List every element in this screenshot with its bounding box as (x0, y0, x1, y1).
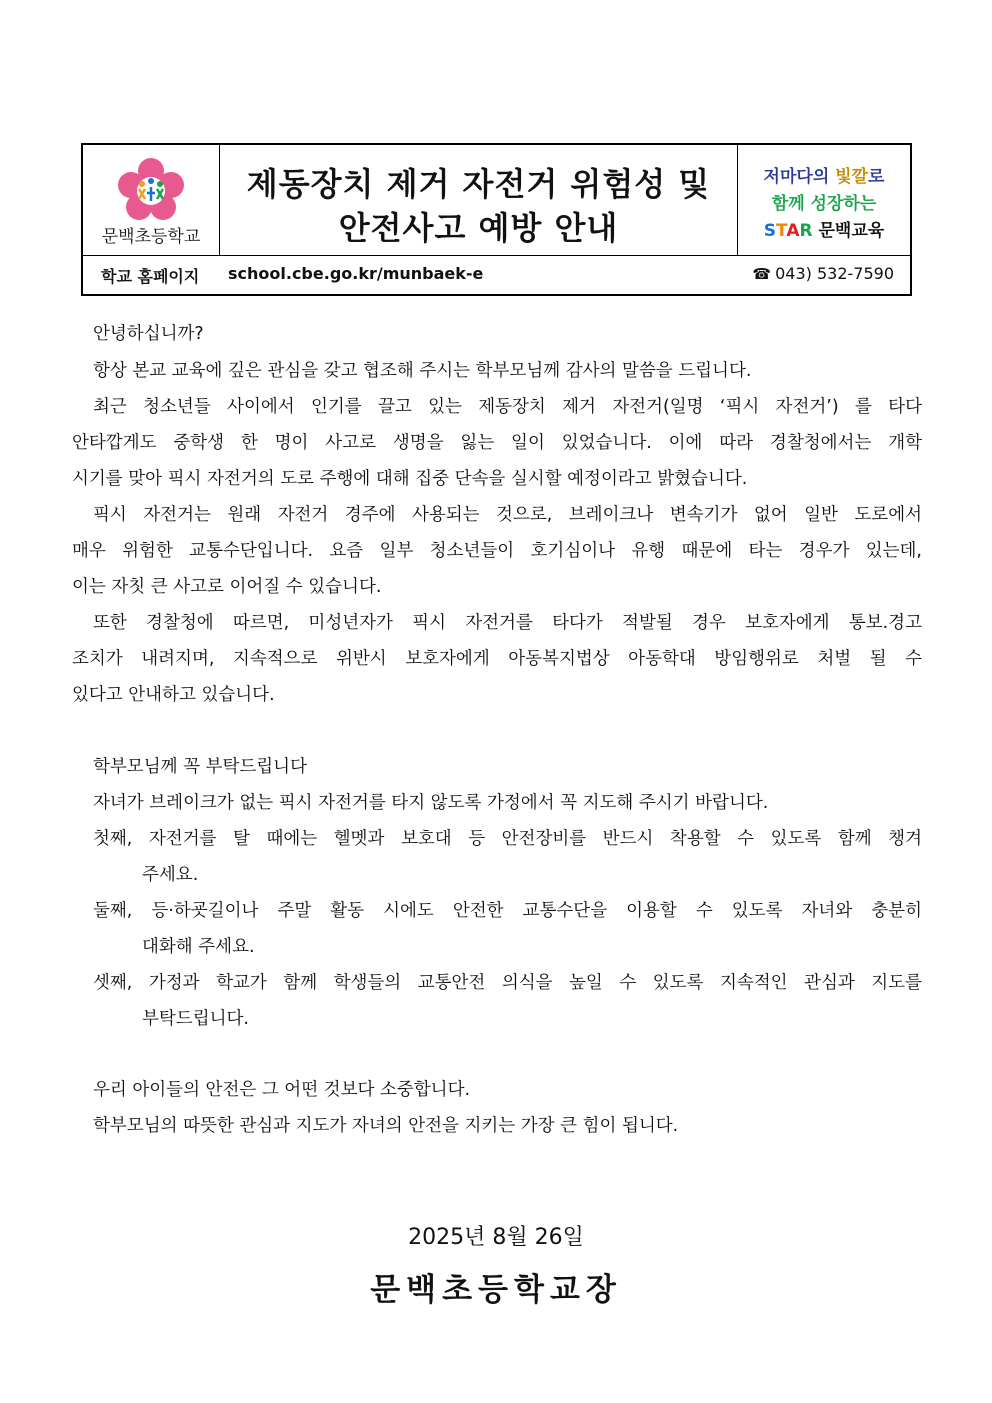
slogan-star-a: A (786, 221, 800, 241)
document-title-line1: 제동장치 제거 자전거 위험성 및 (246, 165, 711, 203)
slogan-part: 문백교육 (812, 221, 885, 241)
document-header (81, 143, 912, 296)
paragraph-line: 픽시 자전거는 원래 자전거 경주에 사용되는 것으로, 브레이크나 변속기가 없어 일반 도로에서 (93, 505, 922, 525)
logo-cell (83, 145, 220, 255)
slogan-part: 로 (868, 167, 885, 187)
slogan-part: 저마다의 (763, 167, 836, 187)
paragraph-line: 또한 경찰청에 따르면, 미성년자가 픽시 자전거를 타다가 적발될 경우 보호자에게 통보.경고 (93, 613, 922, 633)
paragraph-line: 안타깝게도 중학생 한 명이 사고로 생명을 잃는 일이 있었습니다. 이에 따라 경찰청에서는 개학 (72, 433, 922, 453)
closing-line: 학부모님의 따뜻한 관심과 지도가 자녀의 안전을 지키는 가장 큰 힘이 됩니다. (93, 1116, 679, 1136)
school-emblem-icon (117, 157, 185, 221)
homepage-label: 학교 홈페이지 (101, 267, 200, 286)
slogan-star-r: R (799, 221, 813, 241)
paragraph-line: 조치가 내려지며, 지속적으로 위반시 보호자에게 아동복지법상 아동학대 방임행위로 처벌 될 수 (72, 649, 922, 669)
paragraph-line: 최근 청소년들 사이에서 인기를 끌고 있는 제동장치 제거 자전거(일명 ‘픽시 자전거’) 를 타다 (93, 397, 922, 417)
list-item: 셋째, 가정과 학교가 함께 학생들의 교통안전 의식을 높일 수 있도록 지속적인 관심과 지도를 (93, 973, 922, 993)
paragraph-line: 매우 위험한 교통수단입니다. 요즘 일부 청소년들이 호기심이나 유행 때문에 타는 경우가 있는데, (72, 541, 922, 561)
list-item-continuation: 대화해 주세요. (142, 937, 255, 957)
paragraph-line: 있다고 안내하고 있습니다. (72, 685, 275, 705)
paragraph-line: 항상 본교 교육에 깊은 관심을 갖고 협조해 주시는 학부모님께 감사의 말씀을 드립니다. (93, 361, 752, 381)
title-cell (220, 145, 738, 255)
paragraph-line: 이는 자칫 큰 사고로 이어질 수 있습니다. (72, 577, 382, 597)
slogan-line2: 함께 성장하는 (771, 194, 877, 214)
list-item-continuation: 주세요. (142, 865, 199, 885)
header-top-row (83, 145, 910, 256)
list-item-continuation: 부탁드립니다. (142, 1009, 249, 1029)
request-intro: 자녀가 브레이크가 없는 픽시 자전거를 타지 않도록 가정에서 꼭 지도해 주시기 바랍니다. (93, 793, 769, 813)
slogan-line1 (738, 162, 910, 187)
phone-number (752, 264, 894, 283)
school-name: 문백초등학교 (101, 227, 201, 247)
header-info-row (83, 256, 910, 294)
list-item: 둘째, 등·하굣길이나 주말 활동 시에도 안전한 교통수단을 이용할 수 있도록 자녀와 충분히 (93, 901, 922, 921)
document-title-line2: 안전사고 예방 안내 (338, 209, 619, 247)
paragraph-line: 시기를 맞아 픽시 자전거의 도로 주행에 대해 집중 단속을 실시할 예정이라고 밝혔습니다. (72, 469, 748, 489)
slogan-highlight: 빛깔 (835, 167, 869, 187)
slogan-cell (738, 145, 910, 255)
phone-icon: ☎ (752, 265, 772, 283)
document-date: 2025년 8월 26일 (408, 1225, 584, 1250)
signature: 문백초등학교장 (370, 1272, 622, 1308)
request-title: 학부모님께 꼭 부탁드립니다 (93, 757, 307, 777)
slogan-star-t: T (776, 221, 787, 241)
phone-text: 043) 532-7590 (775, 264, 894, 283)
slogan-line3 (738, 216, 910, 241)
homepage-link[interactable]: school.cbe.go.kr/munbaek-e (228, 264, 484, 283)
closing-line: 우리 아이들의 안전은 그 어떤 것보다 소중합니다. (93, 1080, 471, 1100)
greeting: 안녕하십니까? (93, 324, 204, 344)
slogan-star-s: S (763, 221, 777, 241)
list-item: 첫째, 자전거를 탈 때에는 헬멧과 보호대 등 안전장비를 반드시 착용할 수 있도록 함께 챙겨 (93, 829, 922, 849)
